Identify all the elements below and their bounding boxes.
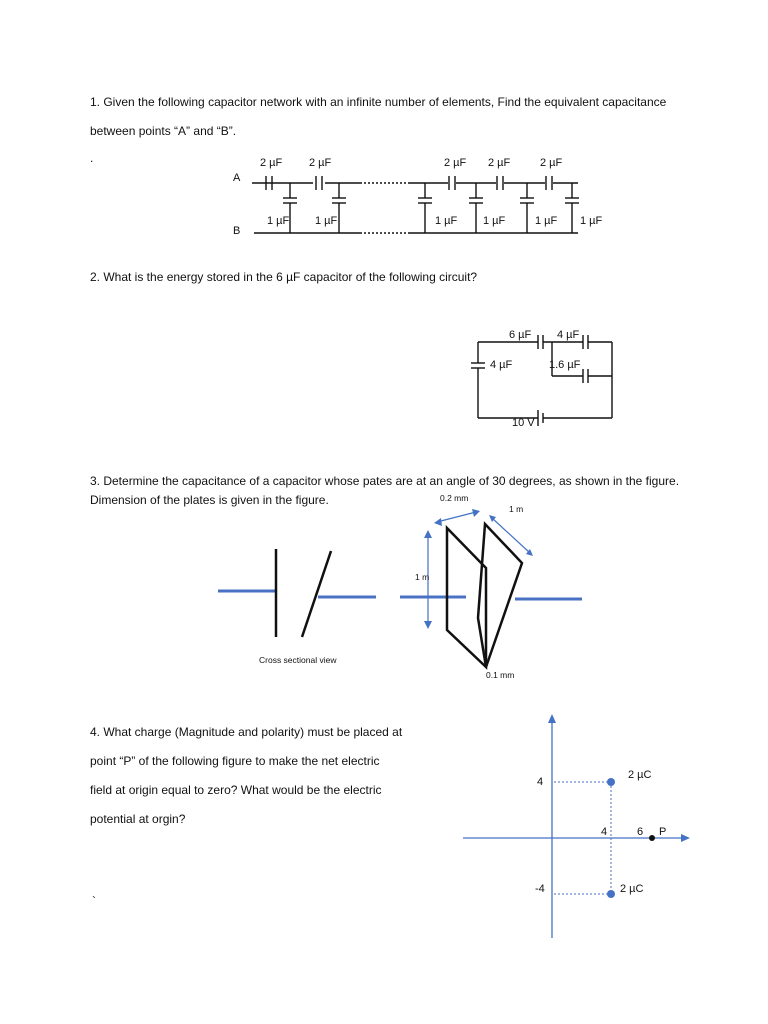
series-cap-label: 2 µF — [260, 157, 283, 169]
y-axis-label-minus-4: -4 — [535, 883, 545, 895]
dim-height-label: 1 m — [415, 572, 430, 582]
charge-top — [607, 778, 615, 786]
shunt-cap-label: 1 µF — [267, 215, 290, 227]
point-p — [649, 835, 655, 841]
charge-bottom — [607, 890, 615, 898]
charge-bottom-label: 2 µC — [620, 883, 644, 895]
question-1-line-1: 1. Given the following capacitor network with an infinite number of elements, Find the equivalent capacitance — [90, 95, 667, 109]
question-4-line-1: 4. What charge (Magnitude and polarity) must be placed at — [90, 725, 403, 739]
question-2-text: 2. What is the energy stored in the 6 µF capacitor of the following circuit? — [90, 270, 478, 284]
shunt-cap-label: 1 µF — [535, 215, 558, 227]
terminal-b-label: B — [233, 225, 241, 237]
point-p-label: P — [659, 826, 667, 838]
question-4-line-2: point “P” of the following figure to make the net electric — [90, 754, 380, 768]
question-4-line-4: potential at orgin? — [90, 812, 186, 826]
cap-1-6uf-label: 1.6 µF — [549, 359, 581, 371]
shunt-cap-label: 1 µF — [435, 215, 458, 227]
cap-4uf-left-label: 4 µF — [490, 359, 513, 371]
question-3-line-2: Dimension of the plates is given in the figure. — [90, 493, 329, 507]
shunt-cap-label: 1 µF — [483, 215, 506, 227]
battery-10v-label: 10 V — [512, 417, 535, 429]
trailing-mark: ` — [92, 894, 96, 908]
question-1-line-2: between points “A” and “B”. — [90, 124, 237, 138]
dim-width-label: 1 m — [509, 504, 524, 514]
question-4-line-3: field at origin equal to zero? What would be the electric — [90, 783, 382, 797]
dim-gap-top-label: 0.2 mm — [440, 493, 469, 503]
cap-6uf-label: 6 µF — [509, 329, 532, 341]
shunt-cap-label: 1 µF — [315, 215, 338, 227]
series-cap-label: 2 µF — [488, 157, 511, 169]
shunt-cap-label: 1 µF — [580, 215, 603, 227]
cross-section-caption: Cross sectional view — [259, 655, 337, 665]
question-3-line-1: 3. Determine the capacitance of a capacitor whose pates are at an angle of 30 degrees, as shown in the figure. — [90, 474, 680, 488]
series-cap-label: 2 µF — [309, 157, 332, 169]
terminal-a-label: A — [233, 172, 241, 184]
charge-top-label: 2 µC — [628, 769, 652, 781]
x-axis-label-6: 6 — [637, 826, 644, 838]
cap-4uf-top-label: 4 µF — [557, 329, 580, 341]
series-cap-label: 2 µF — [444, 157, 467, 169]
x-axis-label-4: 4 — [601, 826, 608, 838]
dim-gap-bottom-label: 0.1 mm — [486, 670, 515, 680]
y-axis-label-4: 4 — [537, 776, 544, 788]
series-cap-label: 2 µF — [540, 157, 563, 169]
bullet-mark: . — [90, 151, 94, 165]
